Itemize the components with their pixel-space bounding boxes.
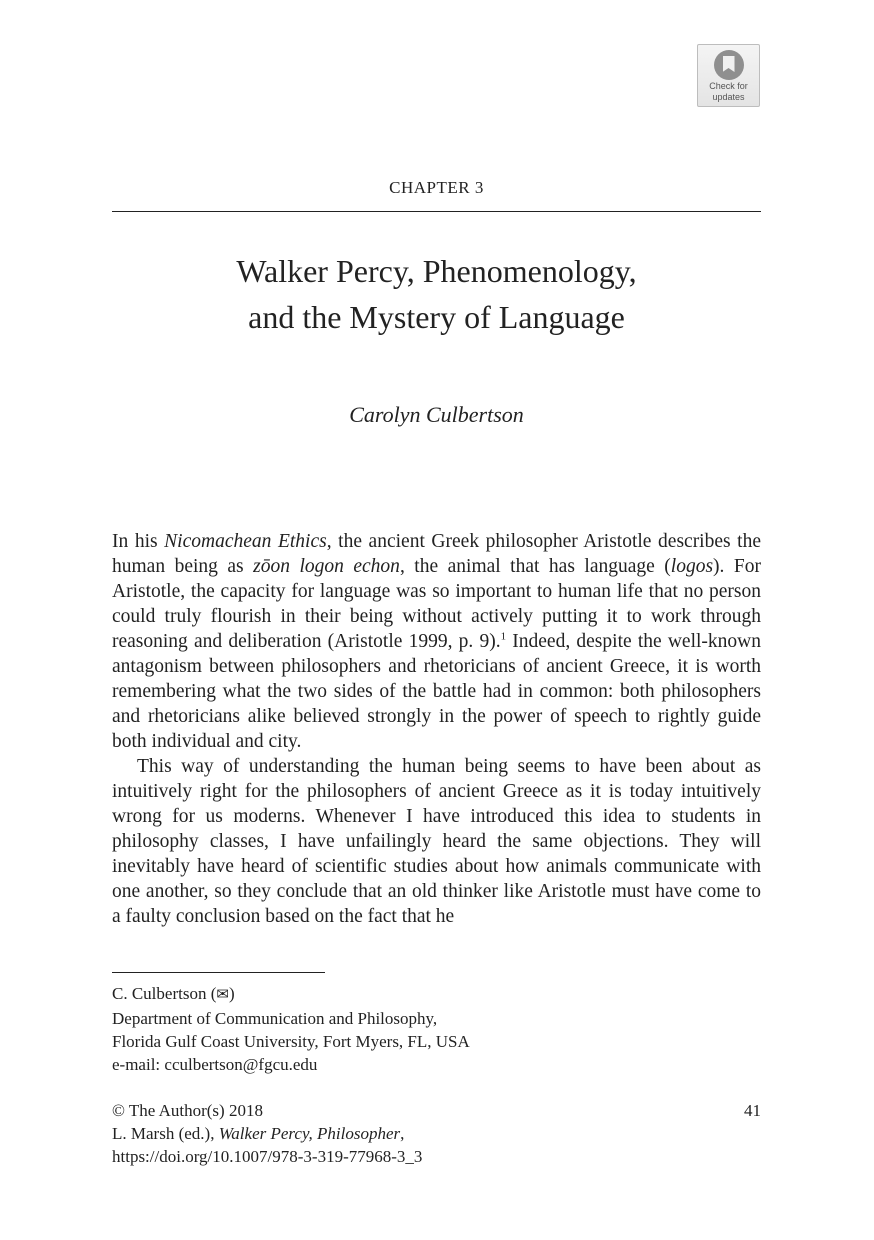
affiliation-dept: Department of Communication and Philosophy, bbox=[112, 1009, 438, 1028]
affiliation-email[interactable]: e-mail: cculbertson@fgcu.edu bbox=[112, 1055, 318, 1074]
p1-italic-1: Nicomachean Ethics bbox=[164, 531, 327, 552]
p1-text-2: , the ancient Greek philosopher Aristotle describes the human being as bbox=[112, 531, 761, 577]
title-line-1: Walker Percy, Phenomenology, bbox=[236, 253, 637, 289]
p1-text-3: , the animal that has language ( bbox=[399, 556, 671, 577]
footnote-rule bbox=[112, 972, 325, 973]
affiliation-name-close: ) bbox=[228, 984, 235, 1003]
citation-comma: , bbox=[400, 1124, 405, 1143]
author-name: Carolyn Culbertson bbox=[349, 402, 524, 427]
affiliation-university: Florida Gulf Coast University, Fort Myers, FL, USA bbox=[112, 1032, 470, 1051]
p1-text-5: Indeed, despite the well-known antagonism between philosophers and rhetoricians of ancient Greece, it is worth remembering what the two sides of the battle had in common: both philosophers and rhetoricians alike believed strongly in the power of speech to rightly guide both individual and city. bbox=[112, 631, 761, 752]
check-for-updates-badge[interactable] bbox=[697, 44, 760, 107]
citation-line bbox=[112, 1122, 761, 1145]
chapter-title bbox=[112, 248, 761, 340]
footnote-ref[interactable]: 1 bbox=[500, 630, 507, 643]
paragraph-1 bbox=[112, 529, 761, 754]
chapter-label: CHAPTER 3 bbox=[389, 178, 484, 197]
p1-italic-2: zōon logon echon bbox=[253, 556, 400, 577]
copyright-block bbox=[112, 1099, 761, 1168]
badge-label-line1: Check for bbox=[709, 81, 748, 91]
page-number: 41 bbox=[744, 1101, 761, 1120]
badge-label-line2: updates bbox=[712, 92, 745, 102]
paragraph-2: This way of understanding the human being seems to have been about as intuitively right for the philosophers of ancient Greece as it is today intuitively wrong for us moderns. Whenever I have introduced this idea to students in philosophy classes, I have unfailingly heard the same objections. They will inevitably have heard of scientific studies about how animals communicate with one another, so they conclude that an old thinker like Aristotle must have come to a faulty conclusion based on the fact that he bbox=[112, 756, 761, 927]
doi-link[interactable]: https://doi.org/10.1007/978-3-319-77968-3_3 bbox=[112, 1147, 423, 1166]
citation-book-title: Walker Percy, Philosopher bbox=[218, 1124, 401, 1143]
envelope-icon: ✉ bbox=[216, 987, 229, 1003]
p1-italic-3: logos bbox=[670, 556, 714, 577]
citation-editor: L. Marsh (ed.), bbox=[112, 1124, 219, 1143]
author-affiliation bbox=[112, 982, 761, 1076]
title-line-2: and the Mystery of Language bbox=[248, 299, 625, 335]
affiliation-name-line bbox=[112, 982, 761, 1007]
affiliation-name: C. Culbertson ( bbox=[112, 984, 217, 1003]
p1-text-4: ). For Aristotle, the capacity for language was so important to human life that no person could truly flourish in their being without actively putting it to work through reasoning and deliberation (Aristotle 1999, p. 9). bbox=[112, 556, 761, 652]
chapter-rule bbox=[112, 211, 761, 212]
copyright-line: © The Author(s) 2018 bbox=[112, 1101, 263, 1120]
body-text bbox=[112, 529, 761, 929]
bookmark-icon bbox=[714, 50, 744, 80]
p1-text-1: In his bbox=[112, 531, 165, 552]
